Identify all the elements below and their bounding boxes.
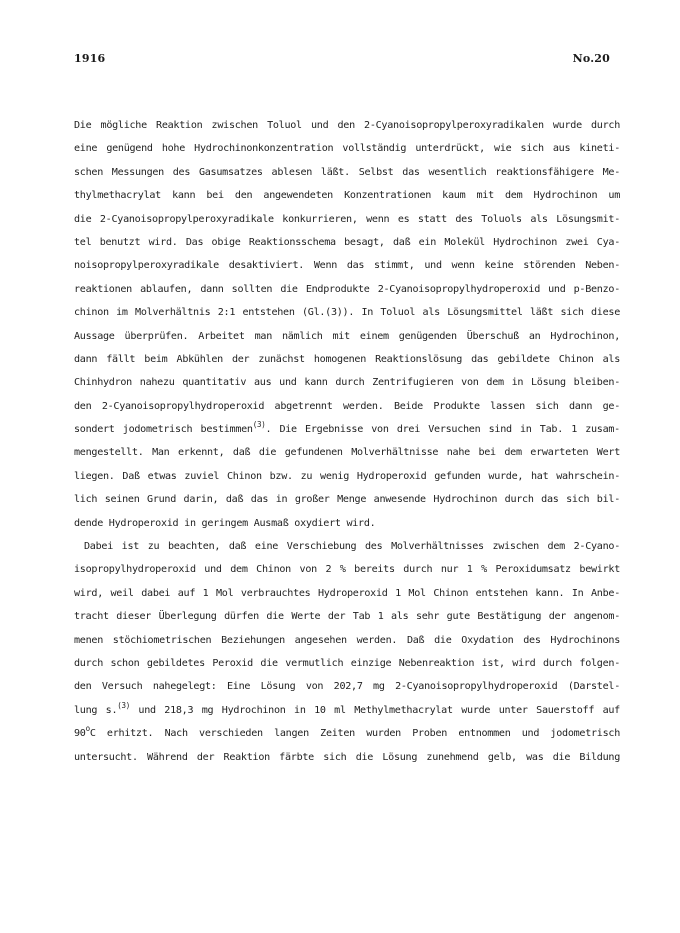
- text-line: [74, 722, 620, 745]
- text-line: [74, 254, 620, 277]
- text-line: [74, 278, 620, 301]
- text-line: [74, 699, 620, 722]
- line-text: tel benutzt wird. Das obige Reaktionsschema besagt, daß ein Molekül Hydrochinon zwei Cya-: [74, 236, 620, 248]
- body-text: [74, 114, 620, 769]
- text-line: [74, 652, 620, 675]
- text-line: [74, 208, 620, 231]
- text-line: [74, 137, 620, 160]
- text-line: [74, 371, 620, 394]
- line-text-continued: C erhitzt. Nach verschieden langen Zeiten wurden Proben entnommen und jodometrisch: [89, 728, 620, 740]
- text-line: [74, 325, 620, 348]
- text-line: [74, 114, 620, 137]
- page-header: [74, 50, 610, 66]
- line-text: durch schon gebildetes Peroxid die vermutlich einzige Nebenreaktion ist, wird durch folgen-: [74, 657, 620, 669]
- text-line: [74, 582, 620, 605]
- line-text: sondert jodometrisch bestimmen: [74, 424, 253, 436]
- superscript: o: [85, 724, 90, 734]
- line-text: untersucht. Während der Reaktion färbte sich die Lösung zunehmend gelb, was die Bildung: [74, 751, 620, 763]
- line-text-continued: . Die Ergebnisse von drei Versuchen sind in Tab. 1 zusam-: [265, 424, 620, 436]
- line-text: reaktionen ablaufen, dann sollten die Endprodukte 2-Cyanoisopropylhydroperoxid und p-Benzo-: [74, 283, 620, 295]
- line-text: dende Hydroperoxid in geringem Ausmaß oxydiert wird.: [74, 517, 376, 529]
- text-line: [74, 675, 620, 698]
- text-line: [74, 605, 620, 628]
- line-text: den Versuch nahegelegt: Eine Lösung von 202,7 mg 2-Cyanoisopropylhydroperoxid (Darstel-: [74, 681, 620, 693]
- text-line: [74, 512, 620, 535]
- line-text: eine genügend hohe Hydrochinonkonzentration vollständig unterdrückt, wie sich aus kineti-: [74, 143, 620, 155]
- line-text: noisopropylperoxyradikale desaktiviert. Wenn das stimmt, und wenn keine störenden Neben-: [74, 260, 620, 272]
- line-text: dann fällt beim Abkühlen der zunächst homogenen Reaktionslösung das gebildete Chinon als: [74, 353, 620, 365]
- text-line: [74, 184, 620, 207]
- line-text: Dabei ist zu beachten, daß eine Verschiebung des Molverhältnisses zwischen dem 2-Cyano-: [84, 541, 620, 553]
- text-line: [74, 535, 620, 558]
- line-text: lung s.: [74, 704, 118, 716]
- line-text: Chinhydron nahezu quantitativ aus und kann durch Zentrifugieren von dem in Lösung bleiben-: [74, 377, 620, 389]
- text-line: [74, 161, 620, 184]
- text-line: [74, 558, 620, 581]
- line-text-continued: und 218,3 mg Hydrochinon in 10 ml Methylmethacrylat wurde unter Sauerstoff auf: [129, 704, 620, 716]
- text-line: [74, 348, 620, 371]
- superscript: (3): [252, 420, 266, 430]
- line-text: Aussage überprüfen. Arbeitet man nämlich mit einem genügenden Überschuß an Hydrochinon,: [74, 330, 620, 342]
- text-line: [74, 465, 620, 488]
- line-text: mengestellt. Man erkennt, daß die gefundenen Molverhältnisse nahe bei dem erwarteten Wert: [74, 447, 620, 459]
- line-text: isopropylhydroperoxid und dem Chinon von 2 % bereits durch nur 1 % Peroxidumsatz bewirkt: [74, 564, 620, 576]
- line-text: menen stöchiometrischen Beziehungen angesehen werden. Daß die Oxydation des Hydrochinons: [74, 634, 620, 646]
- text-line: [74, 395, 620, 418]
- page-number: 1916: [74, 51, 106, 65]
- line-text: tracht dieser Überlegung dürfen die Werte der Tab 1 als sehr gute Bestätigung der angenom-: [74, 611, 620, 623]
- line-text: chinon im Molverhältnis 2:1 entstehen (Gl.(3)). In Toluol als Lösungsmittel läßt sich diese: [74, 307, 620, 319]
- line-text: liegen. Daß etwas zuviel Chinon bzw. zu wenig Hydroperoxid gefunden wurde, hat wahrschein-: [74, 470, 620, 482]
- line-text: wird, weil dabei auf 1 Mol verbrauchtes Hydroperoxid 1 Mol Chinon entstehen kann. In Anbe-: [74, 587, 620, 599]
- text-line: [74, 629, 620, 652]
- text-line: [74, 301, 620, 324]
- line-text: lich seinen Grund darin, daß das in großer Menge anwesende Hydrochinon durch das sich bil-: [74, 494, 620, 506]
- line-text: 90: [74, 728, 86, 740]
- text-line: [74, 231, 620, 254]
- text-line: [74, 746, 620, 769]
- text-line: [74, 488, 620, 511]
- line-text: schen Messungen des Gasumsatzes ablesen läßt. Selbst das wesentlich reaktionsfähigere Me-: [74, 166, 620, 178]
- line-text: thylmethacrylat kann bei den angewendeten Konzentrationen kaum mit dem Hydrochinon um: [74, 190, 620, 202]
- text-line: [74, 441, 620, 464]
- text-line: [74, 418, 620, 441]
- line-text: die 2-Cyanoisopropylperoxyradikale konkurrieren, wenn es statt des Toluols als Lösungsmit-: [74, 213, 620, 225]
- superscript: (3): [117, 700, 130, 710]
- issue-number: No.20: [572, 51, 610, 65]
- line-text: den 2-Cyanoisopropylhydroperoxid abgetrennt werden. Beide Produkte lassen sich dann ge-: [74, 400, 620, 412]
- line-text: Die mögliche Reaktion zwischen Toluol und den 2-Cyanoisopropylperoxyradikalen wurde durch: [74, 120, 620, 131]
